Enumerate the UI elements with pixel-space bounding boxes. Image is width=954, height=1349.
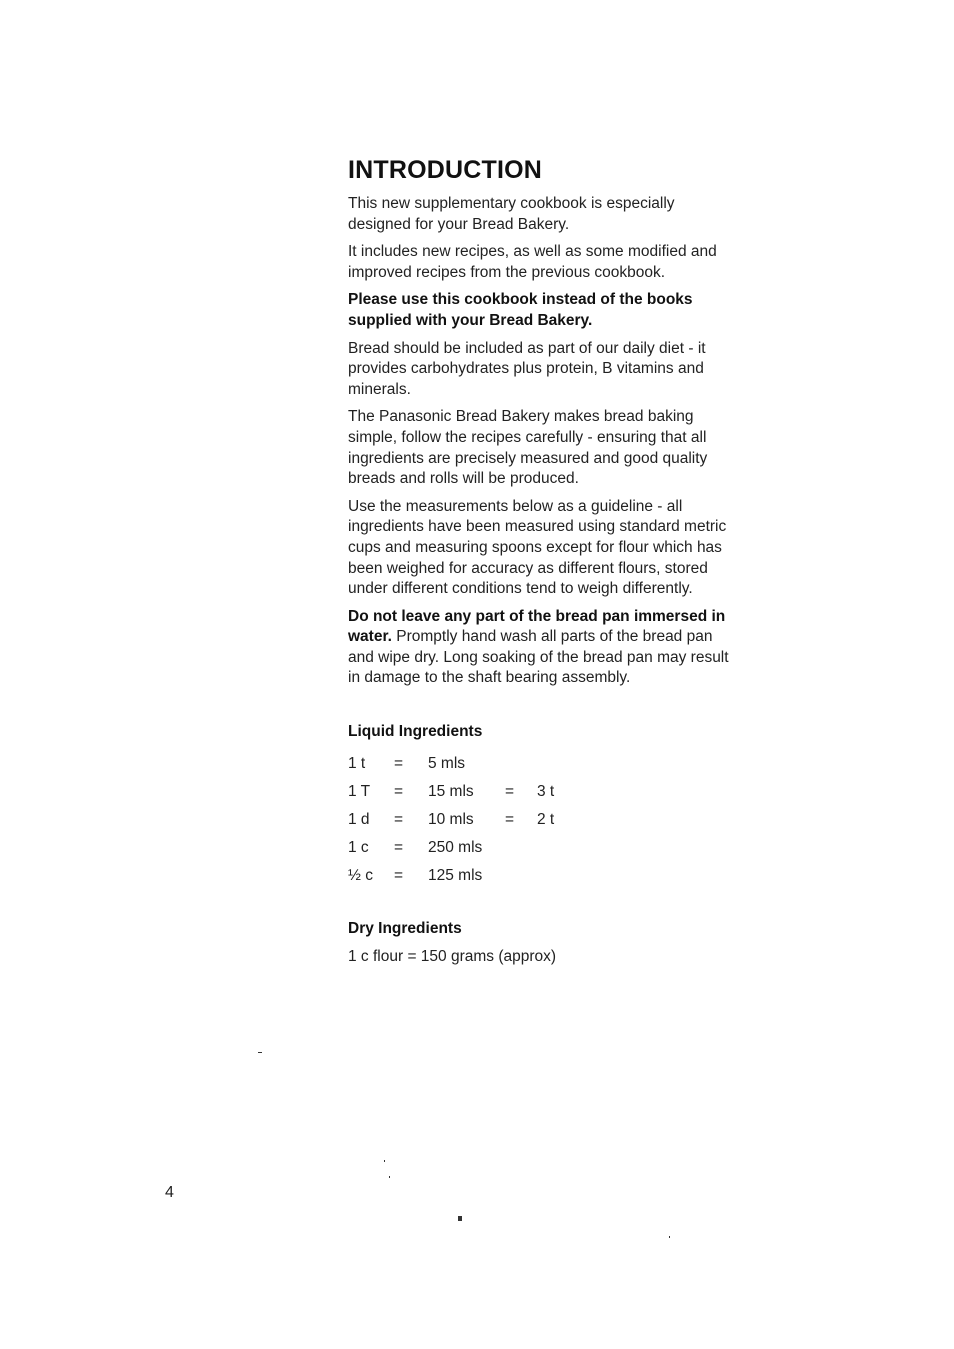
measure-value: 10 mls: [428, 811, 474, 829]
scan-speck: [258, 1052, 262, 1053]
page-title: INTRODUCTION: [348, 156, 543, 184]
measure-unit: 1 d: [348, 811, 370, 829]
measure-value: 250 mls: [428, 839, 483, 857]
table-row: [348, 750, 577, 778]
liquid-ingredients-heading: Liquid Ingredients: [348, 723, 483, 741]
table-row: [348, 806, 577, 834]
measure-unit: ½ c: [348, 867, 373, 885]
page-number: 4: [165, 1184, 174, 1201]
liquid-measures-table: [348, 750, 577, 890]
intro-paragraph-1: This new supplementary cookbook is especially designed for your Bread Bakery.: [348, 195, 675, 233]
dry-measure-line: 1 c flour = 150 grams (approx): [348, 948, 557, 966]
scan-speck: [384, 1160, 385, 1162]
equals-sign-secondary: =: [505, 783, 515, 801]
equals-sign-secondary: [505, 834, 537, 862]
intro-paragraph-measurements: Use the measurements below as a guideline - all ingredients have been measured using standard metric cups and measuring spoons except for flour which has been weighed for accuracy as different flours, stored under different conditions tend to weigh differently.: [348, 497, 727, 598]
scan-speck: [669, 1236, 670, 1238]
equals-sign-secondary: =: [505, 811, 515, 829]
measure-value-secondary: 2 t: [537, 811, 555, 829]
table-row: [348, 834, 577, 862]
table-row: [348, 862, 577, 890]
measure-value-secondary: [537, 834, 577, 862]
measure-value-secondary: 3 t: [537, 783, 555, 801]
intro-notice-bold: Please use this cookbook instead of the books supplied with your Bread Bakery.: [348, 291, 693, 329]
measure-value: 5 mls: [428, 755, 466, 773]
equals-sign: =: [394, 783, 404, 801]
measure-unit: 1 T: [348, 783, 371, 801]
equals-sign-secondary: [505, 862, 537, 890]
measure-value-secondary: [537, 750, 577, 778]
intro-paragraph-warning: [348, 607, 740, 689]
dry-ingredients-heading: Dry Ingredients: [348, 920, 462, 938]
warning-rest-text: Promptly hand wash all parts of the bread pan and wipe dry. Long soaking of the bread pan may result in damage to the shaft bearing assembly.: [348, 628, 729, 687]
equals-sign: =: [394, 839, 404, 857]
equals-sign: =: [394, 755, 404, 773]
intro-paragraph-2: It includes new recipes, as well as some modified and improved recipes from the previous cookbook.: [348, 243, 717, 281]
table-row: [348, 778, 577, 806]
intro-paragraph-bakery: The Panasonic Bread Bakery makes bread baking simple, follow the recipes carefully - ensuring that all ingredients are precisely measured and good quality breads and rolls will be produced.: [348, 408, 708, 488]
warning-bold-text: Do not leave any part of the bread pan immersed in water.: [348, 607, 726, 646]
measure-unit: 1 c: [348, 839, 369, 857]
measure-unit: 1 t: [348, 755, 366, 773]
equals-sign-secondary: [505, 750, 537, 778]
equals-sign: =: [394, 867, 404, 885]
scan-speck: [389, 1176, 390, 1178]
scan-speck: [458, 1216, 462, 1221]
measure-value-secondary: [537, 862, 577, 890]
page-content: [348, 152, 740, 967]
measure-value: 15 mls: [428, 783, 474, 801]
measure-value: 125 mls: [428, 867, 483, 885]
equals-sign: =: [394, 811, 404, 829]
intro-paragraph-diet: Bread should be included as part of our daily diet - it provides carbohydrates plus protein, B vitamins and minerals.: [348, 339, 706, 398]
